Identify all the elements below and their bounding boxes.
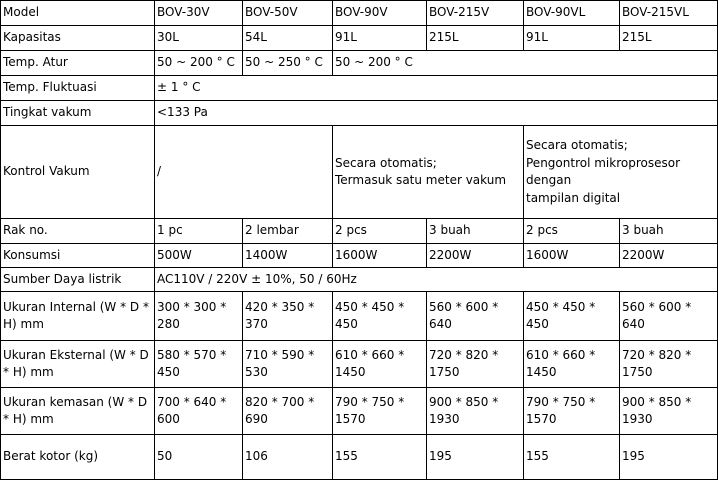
table-cell: 610 * 660 * 1450 <box>524 341 620 388</box>
table-row-consumption <box>1 244 718 268</box>
table-cell: 2 lembar <box>243 219 333 244</box>
table-cell: 1600W <box>333 244 427 268</box>
table-cell: 450 * 450 * 450 <box>333 292 427 341</box>
table-cell: 1600W <box>524 244 620 268</box>
row-label: Tingkat vakum <box>1 101 155 126</box>
table-cell: 54L <box>243 26 333 51</box>
table-cell: 700 * 640 * 600 <box>155 388 243 435</box>
table-row-external-size <box>1 341 718 388</box>
table-cell: 580 * 570 * 450 <box>155 341 243 388</box>
table-cell: 50 ~ 250 ° C <box>243 51 333 76</box>
table-cell: 50 <box>155 435 243 480</box>
row-label: Sumber Daya listrik <box>1 268 155 292</box>
table-cell: ± 1 ° C <box>155 76 718 101</box>
table-cell: 215L <box>427 26 524 51</box>
table-cell: 610 * 660 * 1450 <box>333 341 427 388</box>
table-cell: 30L <box>155 26 243 51</box>
row-label: Ukuran kemasan (W * D * H) mm <box>1 388 155 435</box>
table-cell: / <box>155 126 333 219</box>
table-cell: 300 * 300 * 280 <box>155 292 243 341</box>
table-cell: 2200W <box>427 244 524 268</box>
table-cell: BOV-215V <box>427 1 524 26</box>
table-row-racks <box>1 219 718 244</box>
row-label: Temp. Fluktuasi <box>1 76 155 101</box>
table-cell: 155 <box>333 435 427 480</box>
table-cell: 500W <box>155 244 243 268</box>
table-cell: 790 * 750 * 1570 <box>524 388 620 435</box>
table-row-model <box>1 1 718 26</box>
row-label: Rak no. <box>1 219 155 244</box>
table-cell: 2200W <box>620 244 718 268</box>
table-cell: 790 * 750 * 1570 <box>333 388 427 435</box>
row-label: Kapasitas <box>1 26 155 51</box>
row-label: Konsumsi <box>1 244 155 268</box>
table-row-vacuum-level <box>1 101 718 126</box>
table-cell: Secara otomatis; Termasuk satu meter vakum <box>333 126 524 219</box>
row-label: Kontrol Vakum <box>1 126 155 219</box>
row-label: Ukuran Eksternal (W * D * H) mm <box>1 341 155 388</box>
table-row-internal-size <box>1 292 718 341</box>
row-label: Model <box>1 1 155 26</box>
table-cell: 420 * 350 * 370 <box>243 292 333 341</box>
table-cell: 195 <box>427 435 524 480</box>
table-cell: 155 <box>524 435 620 480</box>
table-cell: BOV-50V <box>243 1 333 26</box>
table-cell: 720 * 820 * 1750 <box>620 341 718 388</box>
table-row-capacity <box>1 26 718 51</box>
table-cell: 900 * 850 * 1930 <box>427 388 524 435</box>
table-cell: <133 Pa <box>155 101 718 126</box>
table-cell: 215L <box>620 26 718 51</box>
table-cell: 900 * 850 * 1930 <box>620 388 718 435</box>
table-cell: 91L <box>333 26 427 51</box>
table-cell: 3 buah <box>427 219 524 244</box>
table-cell: 720 * 820 * 1750 <box>427 341 524 388</box>
table-row-package-size <box>1 388 718 435</box>
table-cell: BOV-215VL <box>620 1 718 26</box>
table-cell: 2 pcs <box>524 219 620 244</box>
table-cell: 195 <box>620 435 718 480</box>
table-cell: 820 * 700 * 690 <box>243 388 333 435</box>
table-cell: Secara otomatis; Pengontrol mikroprosesor dengan tampilan digital <box>524 126 718 219</box>
table-cell: 106 <box>243 435 333 480</box>
table-row-vacuum-control <box>1 126 718 219</box>
row-label: Ukuran Internal (W * D * H) mm <box>1 292 155 341</box>
row-label: Temp. Atur <box>1 51 155 76</box>
table-cell: 91L <box>524 26 620 51</box>
table-cell: 560 * 600 * 640 <box>427 292 524 341</box>
table-row-power-supply <box>1 268 718 292</box>
table-cell: BOV-90V <box>333 1 427 26</box>
table-cell: 50 ~ 200 ° C <box>155 51 243 76</box>
table-row-gross-weight <box>1 435 718 480</box>
table-cell: AC110V / 220V ± 10%, 50 / 60Hz <box>155 268 718 292</box>
table-cell: 1 pc <box>155 219 243 244</box>
table-cell: BOV-90VL <box>524 1 620 26</box>
table-row-temp-range <box>1 51 718 76</box>
table-cell: 710 * 590 * 530 <box>243 341 333 388</box>
table-cell: 560 * 600 * 640 <box>620 292 718 341</box>
row-label: Berat kotor (kg) <box>1 435 155 480</box>
table-cell: 450 * 450 * 450 <box>524 292 620 341</box>
table-cell: 2 pcs <box>333 219 427 244</box>
table-cell: 3 buah <box>620 219 718 244</box>
table-row-temp-fluctuation <box>1 76 718 101</box>
table-cell: 50 ~ 200 ° C <box>333 51 718 76</box>
table-cell: 1400W <box>243 244 333 268</box>
table-cell: BOV-30V <box>155 1 243 26</box>
